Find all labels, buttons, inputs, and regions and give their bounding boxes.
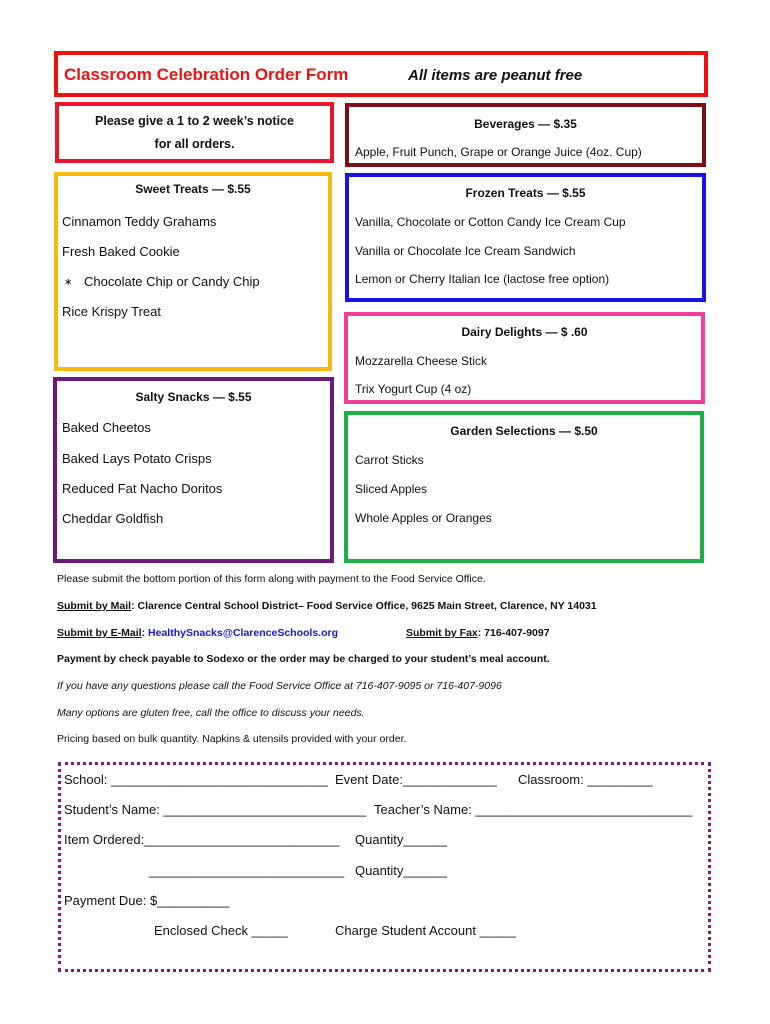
item-ordered-field-2[interactable]: ___________________________ (149, 863, 345, 878)
sweet-item: Fresh Baked Cookie (62, 244, 180, 259)
beverages-heading: Beverages — $.35 (474, 117, 577, 131)
submit-email-label: Submit by E-Mail (57, 627, 142, 639)
event-date-field[interactable]: Event Date:_____________ (335, 772, 497, 787)
gluten-note: Many options are gluten free, call the office to discuss your needs. (57, 707, 365, 719)
submit-mail-label: Submit by Mail (57, 600, 132, 612)
sweet-treats-box (54, 172, 332, 371)
salty-snacks-box (53, 377, 334, 563)
submit-mail-address: : Clarence Central School District– Food Service Office, 9625 Main Street, Clarence, NY 14031 (131, 600, 597, 612)
garden-selections-heading: Garden Selections — $.50 (450, 424, 598, 438)
item-ordered-field[interactable]: Item Ordered:___________________________ (64, 832, 340, 847)
payment-due-field[interactable]: Payment Due: $__________ (64, 893, 230, 908)
salty-item: Cheddar Goldfish (62, 511, 164, 526)
garden-selections-box (344, 411, 704, 563)
submit-note: Please submit the bottom portion of this form along with payment to the Food Service Office. (57, 573, 486, 585)
frozen-item: Vanilla or Chocolate Ice Cream Sandwich (355, 244, 576, 258)
notice-line-2: for all orders. (154, 137, 235, 151)
sweet-treats-heading: Sweet Treats — $.55 (135, 182, 251, 196)
page-title: Classroom Celebration Order Form (64, 65, 349, 84)
frozen-treats-box (345, 173, 706, 302)
salty-snacks-heading: Salty Snacks — $.55 (135, 390, 252, 404)
salty-item: Baked Lays Potato Crisps (62, 451, 212, 466)
school-field[interactable]: School: ______________________________ (64, 772, 328, 787)
enclosed-check-option[interactable]: Enclosed Check _____ (154, 923, 288, 938)
salty-item: Reduced Fat Nacho Doritos (62, 481, 223, 496)
dairy-item: Mozzarella Cheese Stick (355, 354, 488, 368)
sweet-item: Chocolate Chip or Candy Chip (84, 274, 260, 289)
submit-email-separator: : (141, 627, 149, 639)
submit-fax-line (406, 627, 550, 639)
teacher-name-field[interactable]: Teacher’s Name: ______________________________ (374, 802, 693, 817)
submit-fax-number: : 716-407-9097 (477, 627, 550, 639)
order-form-box (58, 762, 711, 972)
submit-email-line (57, 627, 338, 639)
frozen-item: Vanilla, Chocolate or Cotton Candy Ice Cream Cup (355, 215, 626, 229)
payment-note: Payment by check payable to Sodexo or the order may be charged to your student’s meal account. (57, 653, 550, 665)
student-name-field[interactable]: Student’s Name: ____________________________ (64, 802, 366, 817)
sweet-item: Rice Krispy Treat (62, 304, 161, 319)
bullet-icon: ∗ (64, 277, 73, 288)
garden-item: Whole Apples or Oranges (355, 511, 492, 525)
notice-line-1: Please give a 1 to 2 week’s notice (95, 114, 294, 128)
garden-item: Sliced Apples (355, 482, 428, 496)
dairy-item: Trix Yogurt Cup (4 oz) (355, 382, 472, 396)
page-subtitle: All items are peanut free (408, 67, 583, 84)
submit-mail-line (57, 600, 597, 612)
dairy-delights-box (344, 312, 705, 404)
classroom-field[interactable]: Classroom: _________ (518, 772, 653, 787)
garden-item: Carrot Sticks (355, 453, 424, 467)
title-box (54, 51, 708, 97)
quantity-field-1[interactable]: Quantity______ (355, 832, 447, 847)
beverages-box (345, 103, 706, 167)
notice-box (55, 102, 334, 163)
frozen-treats-heading: Frozen Treats — $.55 (465, 186, 586, 200)
charge-account-option[interactable]: Charge Student Account _____ (335, 923, 516, 938)
quantity-field-2[interactable]: Quantity______ (355, 863, 447, 878)
frozen-item: Lemon or Cherry Italian Ice (lactose free option) (355, 272, 610, 286)
sweet-item: Cinnamon Teddy Grahams (62, 214, 217, 229)
salty-item: Baked Cheetos (62, 420, 151, 435)
submit-fax-label: Submit by Fax (406, 627, 478, 639)
email-link[interactable]: HealthySnacks@ClarenceSchools.org (148, 627, 338, 639)
pricing-note: Pricing based on bulk quantity. Napkins & utensils provided with your order. (57, 733, 407, 745)
dairy-delights-heading: Dairy Delights — $ .60 (461, 325, 588, 339)
questions-note: If you have any questions please call the Food Service Office at 716-407-9095 or 716-407-9096 (57, 680, 502, 692)
beverages-item: Apple, Fruit Punch, Grape or Orange Juice (4oz. Cup) (355, 145, 642, 159)
